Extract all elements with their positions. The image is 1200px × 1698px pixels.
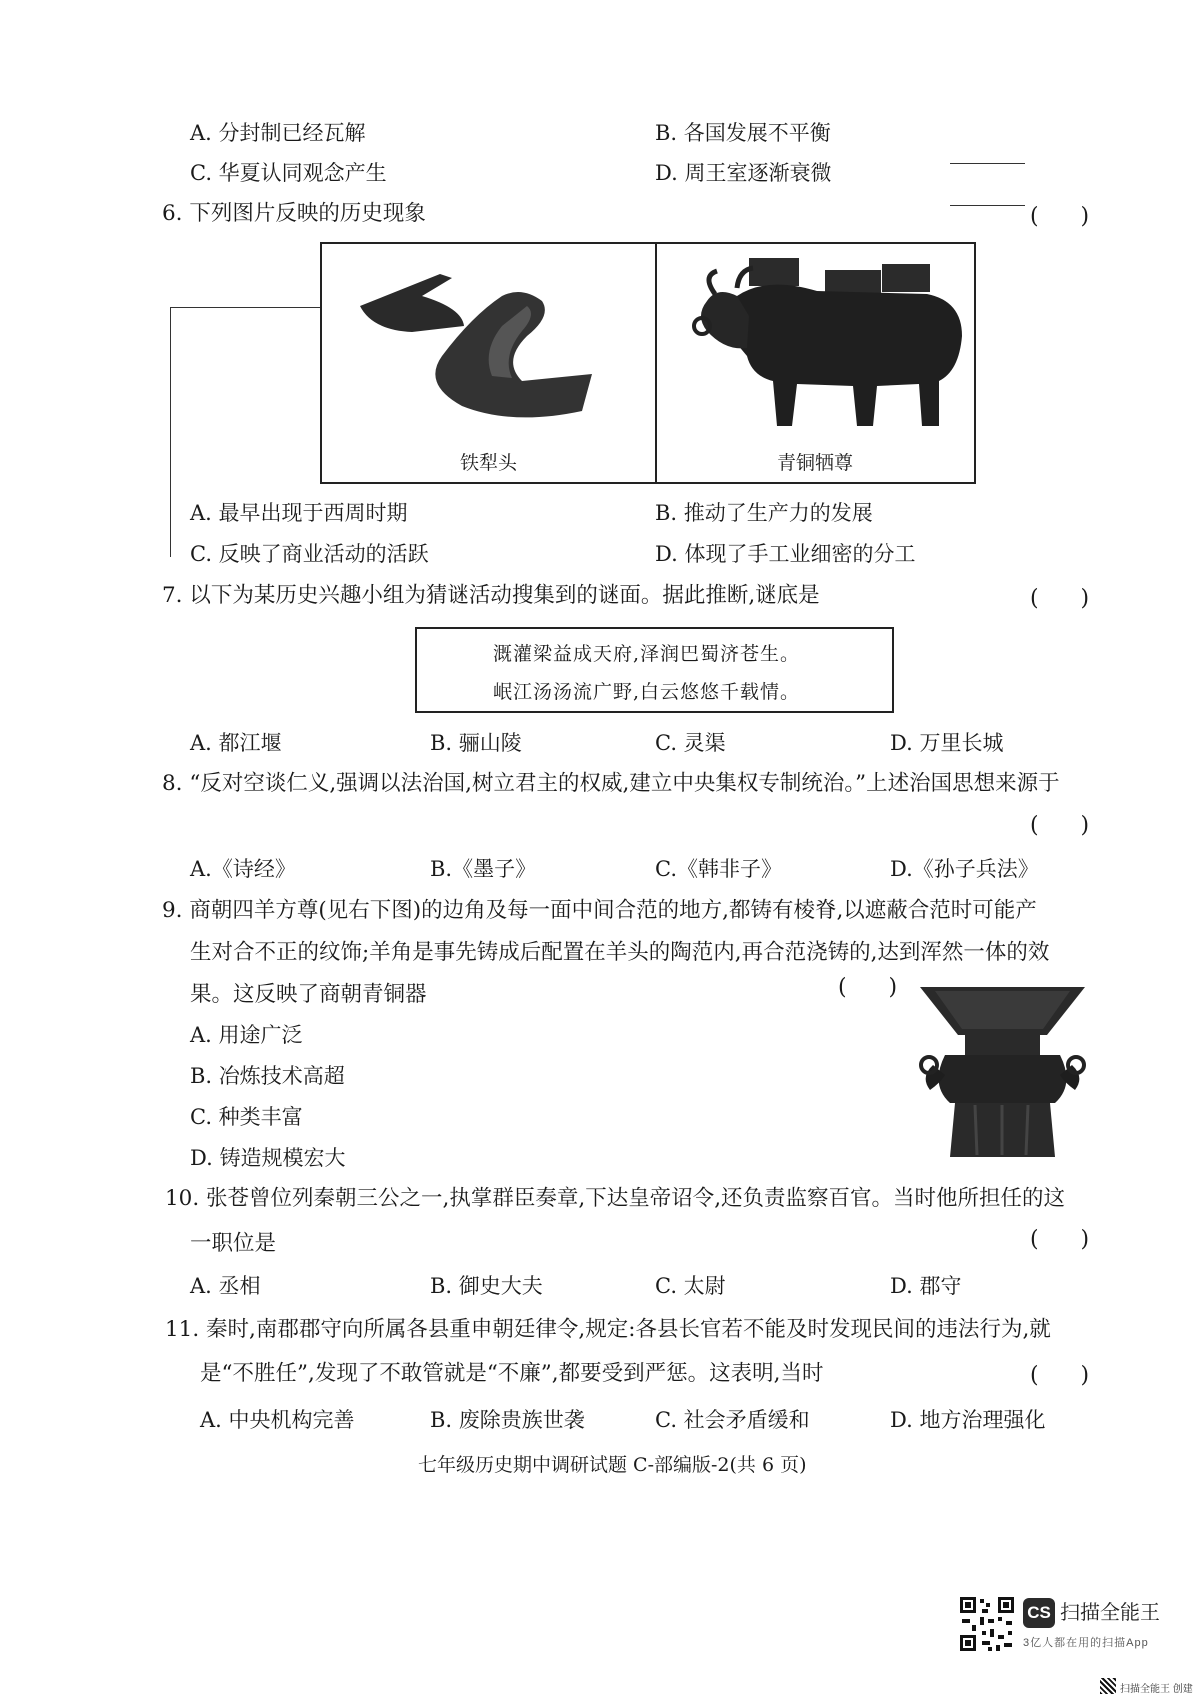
scan-line-right — [950, 163, 1025, 164]
figure-divider — [655, 244, 657, 482]
q11-option-c: C. 社会矛盾缓和 — [655, 1408, 810, 1432]
q5-option-a: A. 分封制已经瓦解 — [190, 121, 366, 145]
q11-stem-line-1: 11. 秦时,南郡郡守向所属各县重申朝廷律令,规定:各县长官若不能及时发现民间的违法行为,就 — [165, 1317, 1051, 1342]
q8-answer-paren: ( ) — [1030, 813, 1090, 838]
q7-option-d: D. 万里长城 — [890, 731, 1004, 755]
q7-stem: 7. 以下为某历史兴趣小组为猜谜活动搜集到的谜面。据此推断,谜底是 — [162, 583, 820, 608]
q9-option-d: D. 铸造规模宏大 — [190, 1146, 346, 1170]
page-footer: 七年级历史期中调研试题 C-部编版-2(共 6 页) — [418, 1454, 807, 1476]
q10-option-d: D. 郡守 — [890, 1274, 962, 1298]
q7-option-c: C. 灵渠 — [655, 731, 726, 755]
qr-code-icon — [958, 1595, 1016, 1653]
q8-option-d: D.《孙子兵法》 — [890, 857, 1039, 881]
q6-option-c: C. 反映了商业活动的活跃 — [190, 542, 429, 566]
scan-line-left-vertical — [170, 307, 171, 557]
q6-stem: 6. 下列图片反映的历史现象 — [162, 201, 426, 226]
q8-option-c: C.《韩非子》 — [655, 857, 782, 881]
q10-option-a: A. 丞相 — [190, 1274, 261, 1298]
q6-figure-box — [320, 242, 976, 484]
q11-option-b: B. 废除贵族世袭 — [430, 1408, 585, 1432]
four-ram-zun-image — [915, 985, 1090, 1160]
q9-answer-paren: ( ) — [838, 975, 898, 1000]
q11-answer-paren: ( ) — [1030, 1363, 1090, 1388]
q7-riddle-box — [415, 627, 894, 713]
iron-plough-image — [352, 256, 612, 436]
watermark-brand: 扫描全能王 — [1060, 1602, 1160, 1624]
q10-option-b: B. 御史大夫 — [430, 1274, 543, 1298]
logo-text: CS — [1027, 1603, 1051, 1622]
watermark-corner: 扫描全能王 创建 — [1120, 1684, 1193, 1695]
q6-option-b: B. 推动了生产力的发展 — [655, 501, 873, 525]
q5-option-d: D. 周王室逐渐衰微 — [655, 161, 832, 185]
q9-option-a: A. 用途广泛 — [190, 1023, 303, 1047]
q6-answer-paren: ( ) — [1030, 204, 1090, 229]
scan-line-right-2 — [950, 205, 1025, 206]
q11-option-a: A. 中央机构完善 — [200, 1408, 355, 1432]
q9-option-c: C. 种类丰富 — [190, 1105, 303, 1129]
fig-right-caption: 青铜牺尊 — [777, 452, 854, 474]
q6-option-d: D. 体现了手工业细密的分工 — [655, 542, 916, 566]
fig-left-caption: 铁犁头 — [460, 452, 518, 474]
q10-option-c: C. 太尉 — [655, 1274, 726, 1298]
corner-qr-icon — [1100, 1678, 1116, 1694]
q9-stem-line-1: 9. 商朝四羊方尊(见右下图)的边角及每一面中间合范的地方,都铸有棱脊,以遮蔽合范时可能产 — [162, 898, 1037, 923]
q8-option-a: A.《诗经》 — [190, 857, 296, 881]
q5-option-b: B. 各国发展不平衡 — [655, 121, 831, 145]
q7-option-b: B. 骊山陵 — [430, 731, 522, 755]
camscanner-logo — [1023, 1598, 1055, 1628]
bronze-ox-zun-image — [677, 256, 967, 436]
q6-option-a: A. 最早出现于西周时期 — [190, 501, 408, 525]
scan-line-left — [170, 307, 320, 308]
riddle-line-1: 溉灌梁益成天府,泽润巴蜀济苍生。 — [493, 643, 801, 665]
watermark-tagline: 3亿人都在用的扫描App — [1023, 1637, 1149, 1649]
q8-stem: 8. “反对空谈仁义,强调以法治国,树立君主的权威,建立中央集权专制统治。”上述治国思想来源于 — [162, 771, 1060, 796]
riddle-line-2: 岷江汤汤流广野,白云悠悠千载情。 — [493, 681, 801, 703]
q7-answer-paren: ( ) — [1030, 586, 1090, 611]
q7-option-a: A. 都江堰 — [190, 731, 282, 755]
q5-option-c: C. 华夏认同观念产生 — [190, 161, 387, 185]
q10-stem-line-2: 一职位是 — [190, 1231, 277, 1256]
q8-option-b: B.《墨子》 — [430, 857, 537, 881]
q9-option-b: B. 冶炼技术高超 — [190, 1064, 345, 1088]
q10-stem-line-1: 10. 张苍曾位列秦朝三公之一,执掌群臣奏章,下达皇帝诏令,还负责监察百官。当时他所担任的这 — [165, 1186, 1066, 1211]
q11-option-d: D. 地方治理强化 — [890, 1408, 1046, 1432]
q9-stem-line-2: 生对合不正的纹饰;羊角是事先铸成后配置在羊头的陶范内,再合范浇铸的,达到浑然一体的效 — [190, 940, 1050, 965]
q11-stem-line-2: 是“不胜任”,发现了不敢管就是“不廉”,都要受到严惩。这表明,当时 — [200, 1361, 824, 1386]
q10-answer-paren: ( ) — [1030, 1227, 1090, 1252]
q9-stem-line-3: 果。这反映了商朝青铜器 — [190, 982, 427, 1007]
